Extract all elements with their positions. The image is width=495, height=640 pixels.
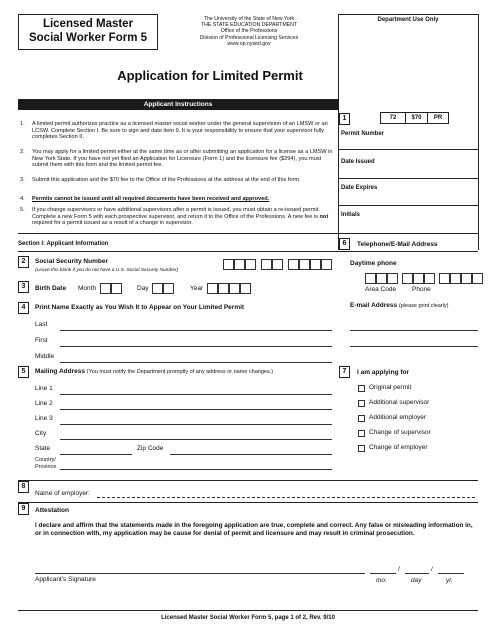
- agency-line2: THE STATE EDUCATION DEPARTMENT: [200, 22, 298, 29]
- address-line2-field[interactable]: [60, 409, 332, 410]
- original-permit-label: Original permit: [369, 384, 412, 391]
- sign-year-field[interactable]: [438, 573, 464, 574]
- instruction-3-num: 3.: [20, 177, 25, 183]
- address-line3-label: Line 3: [35, 415, 53, 422]
- instruction-2: You may apply for a limited permit either at the same time as or after submitting an application for a license as a LMSW in New York State. If you have not yet filed an Application for Licensure (Form 1) and the licensure fee ($294), you must submit them with this form and the limited permit fee.: [32, 149, 333, 169]
- dept-line-3: [338, 205, 478, 206]
- ssn-digit[interactable]: [223, 259, 234, 270]
- instructions-header-text: Applicant Instructions: [143, 101, 213, 108]
- birth-year-digit[interactable]: [229, 283, 240, 294]
- ssn-label: Social Security Number: [35, 258, 108, 265]
- item-number-1: 1: [339, 113, 350, 125]
- country-label: [35, 457, 56, 470]
- phone-digit[interactable]: [402, 273, 413, 284]
- additional-supervisor-checkbox[interactable]: [358, 400, 365, 407]
- instruction-1-num: 1.: [20, 121, 25, 127]
- address-line1-label: Line 1: [35, 385, 53, 392]
- footer-text: Licensed Master Social Worker Form 5, page 1 of 2, Rev. 9/10: [161, 615, 335, 621]
- country-label-1: Country/: [35, 457, 56, 463]
- agency-line5: www.op.nysed.gov: [227, 40, 271, 47]
- application-title: Application for Limited Permit: [117, 68, 303, 83]
- address-line1-field[interactable]: [60, 394, 332, 395]
- dept-line-2: [338, 178, 478, 179]
- employer-label: Name of employer:: [35, 490, 90, 497]
- country-label-2: Province: [35, 463, 57, 470]
- address-line2-label: Line 2: [35, 400, 53, 407]
- item-number-6: 6: [339, 238, 350, 250]
- instruction-5-a: If you change supervisors or have additional supervisors after a permit is issued, you must obtain a re-issued permit. Complete a new Form 5 with each prospective supervisor, and return it to the Office of the Professions. A new fee is: [32, 207, 320, 220]
- dept-date-issued: Date Issued: [341, 159, 375, 165]
- phone-digit[interactable]: [461, 273, 472, 284]
- first-name-label: First: [35, 337, 48, 344]
- birth-year-digit[interactable]: [240, 283, 251, 294]
- print-name-label: Print Name Exactly as You Wish It to Appear on Your Limited Permit: [35, 304, 245, 311]
- instruction-2-num: 2.: [20, 149, 25, 155]
- additional-supervisor-label: Additional supervisor: [369, 399, 430, 406]
- email-field-1[interactable]: [350, 330, 478, 331]
- birth-year-digit[interactable]: [207, 283, 218, 294]
- instructions-topline: [18, 99, 338, 100]
- dept-permit-number: Permit Number: [341, 131, 385, 137]
- instruction-5: [32, 207, 338, 227]
- ssn-digit[interactable]: [234, 259, 245, 270]
- item-number-9: 9: [18, 503, 29, 515]
- ssn-digit[interactable]: [288, 259, 299, 270]
- email-note: (please print clearly): [398, 303, 449, 309]
- phone-digit[interactable]: [413, 273, 424, 284]
- change-of-employer-checkbox[interactable]: [358, 445, 365, 452]
- change-of-supervisor-checkbox[interactable]: [358, 430, 365, 437]
- mailing-address-label: Mailing Address: [35, 368, 85, 375]
- dept-line-1: [338, 149, 478, 150]
- dept-code-2: [405, 112, 428, 124]
- instructions-bottomline: [18, 233, 478, 234]
- item-number-3: 3: [18, 281, 29, 293]
- sign-month-label: mo.: [376, 577, 387, 584]
- city-field[interactable]: [60, 439, 332, 440]
- phone-digit[interactable]: [450, 273, 461, 284]
- dept-code-1: [380, 112, 406, 124]
- instruction-4-num: 4.: [20, 196, 25, 202]
- ssn-note: (Leave this blank if you do not have a U.S. Social Security Number): [35, 268, 179, 273]
- additional-employer-checkbox[interactable]: [358, 415, 365, 422]
- ssn-digit[interactable]: [299, 259, 310, 270]
- sign-day-field[interactable]: [405, 573, 429, 574]
- instruction-4: Permits cannot be issued until all required documents have been received and approved.: [32, 196, 270, 202]
- birth-year-label: Year: [190, 285, 204, 292]
- instruction-5-c: required for a permit issued as a result of a change in supervisor.: [32, 220, 193, 227]
- instruction-5-num: 5.: [20, 207, 25, 213]
- instructions-header: [18, 100, 338, 110]
- email-label: E-mail Address: [350, 302, 398, 309]
- item-8-topline: [18, 480, 478, 481]
- sign-date-slash-1: /: [398, 566, 400, 573]
- zip-code-label: Zip Code: [137, 445, 164, 452]
- birth-date-label: Birth Date: [35, 285, 67, 292]
- employer-field[interactable]: [97, 497, 475, 498]
- birth-month-label: Month: [78, 285, 97, 292]
- item-number-8: 8: [18, 481, 29, 493]
- birth-year-digit[interactable]: [218, 283, 229, 294]
- attestation-statement: I declare and affirm that the statements made in the foregoing application are true, complete and correct. Any false or misleading information in, or in connection with, my application may be cause for denial of permit and licensure and may result in criminal prosecution.: [35, 522, 473, 538]
- dept-use-topline: [338, 14, 478, 15]
- section-1-title: Section I: Applicant Information: [18, 241, 109, 247]
- change-of-employer-label: Change of employer: [369, 444, 428, 451]
- dept-use-header: Department Use Only: [377, 17, 439, 23]
- original-permit-checkbox[interactable]: [358, 385, 365, 392]
- birth-day-label: Day: [137, 285, 149, 292]
- country-field[interactable]: [60, 469, 332, 470]
- agency-line4: Division of Professional Licensing Services: [199, 34, 299, 41]
- birth-month-digit[interactable]: [111, 283, 122, 294]
- instruction-3: Submit this application and the $70 fee to the Office of the Professions at the address at the end of this form.: [32, 177, 301, 183]
- last-name-label: Last: [35, 321, 48, 328]
- daytime-phone-label: Daytime phone: [350, 260, 397, 267]
- dept-date-expires: Date Expires: [341, 185, 378, 191]
- telephone-email-label: Telephone/E-Mail Address: [357, 241, 438, 248]
- instruction-5-b: not: [319, 213, 329, 220]
- ssn-digit[interactable]: [261, 259, 272, 270]
- middle-name-field[interactable]: [60, 362, 332, 363]
- phone-digit[interactable]: [439, 273, 450, 284]
- area-code-digit[interactable]: [376, 273, 387, 284]
- phone-digit[interactable]: [424, 273, 435, 284]
- birth-day-digit[interactable]: [152, 283, 163, 294]
- address-line3-field[interactable]: [60, 424, 332, 425]
- agency-line3: Office of the Professions: [220, 28, 278, 35]
- phone-label: Phone: [412, 286, 431, 293]
- zip-code-field[interactable]: [170, 454, 332, 455]
- dept-use-rightline: [478, 14, 479, 250]
- item-number-5: 5: [18, 366, 29, 378]
- sign-year-label: yr.: [446, 577, 453, 584]
- city-label: City: [35, 430, 47, 437]
- email-field-2[interactable]: [350, 346, 478, 347]
- dept-code-3: [427, 112, 449, 124]
- ssn-digit[interactable]: [310, 259, 321, 270]
- attestation-label: Attestation: [35, 507, 69, 514]
- instruction-1: A limited permit authorizes practice as a licensed master social worker under the general supervision of an LMSW or an LCSW. Complete Section I. Be sure to sign and date item 9. It is your responsibility to ensure that your supervisor fully completes Section II.: [32, 121, 328, 141]
- birth-day-digit[interactable]: [163, 283, 174, 294]
- state-label: State: [35, 445, 51, 452]
- agency-block: [164, 16, 334, 47]
- middle-name-label: Middle: [35, 353, 55, 360]
- mailing-address-heading: [35, 368, 273, 376]
- sign-day-label: day: [411, 577, 422, 584]
- section-1-line: [18, 251, 478, 252]
- dept-code-1-text: 72: [389, 115, 397, 121]
- area-code-digit[interactable]: [365, 273, 376, 284]
- change-of-supervisor-label: Change of supervisor: [369, 429, 431, 436]
- first-name-field[interactable]: [60, 346, 332, 347]
- form-title-line1: Licensed Master: [42, 18, 134, 30]
- item-number-4: 4: [18, 302, 29, 314]
- additional-employer-label: Additional employer: [369, 414, 427, 421]
- mailing-address-note: (You must notify the Department promptly of any address or name changes.): [86, 369, 274, 375]
- signature-label: Applicant's Signature: [35, 576, 96, 583]
- ssn-digit[interactable]: [245, 259, 256, 270]
- sign-date-slash-2: /: [431, 566, 433, 573]
- phone-digit[interactable]: [472, 273, 483, 284]
- dept-code-3-text: PR: [433, 115, 443, 121]
- applying-for-label: I am applying for: [357, 369, 410, 376]
- area-code-digit[interactable]: [387, 273, 398, 284]
- dept-use-divider: [338, 14, 339, 250]
- dept-initials: Initials: [341, 212, 361, 218]
- birth-month-digit[interactable]: [100, 283, 111, 294]
- sign-month-field[interactable]: [370, 573, 396, 574]
- dept-code-2-text: $70: [411, 115, 422, 121]
- ssn-digit[interactable]: [321, 259, 332, 270]
- item-number-2: 2: [18, 256, 29, 268]
- signature-field[interactable]: [35, 573, 365, 574]
- item-number-7: 7: [339, 366, 350, 378]
- ssn-digit[interactable]: [272, 259, 283, 270]
- agency-line1: The University of the State of New York: [203, 16, 295, 22]
- email-heading: [350, 302, 448, 310]
- footer-line: [18, 610, 478, 611]
- state-field[interactable]: [60, 454, 132, 455]
- form-title-line2: Social Worker Form 5: [28, 32, 148, 44]
- area-code-label: Area Code: [365, 286, 397, 293]
- item-9-topline: [18, 502, 478, 503]
- last-name-field[interactable]: [60, 330, 332, 331]
